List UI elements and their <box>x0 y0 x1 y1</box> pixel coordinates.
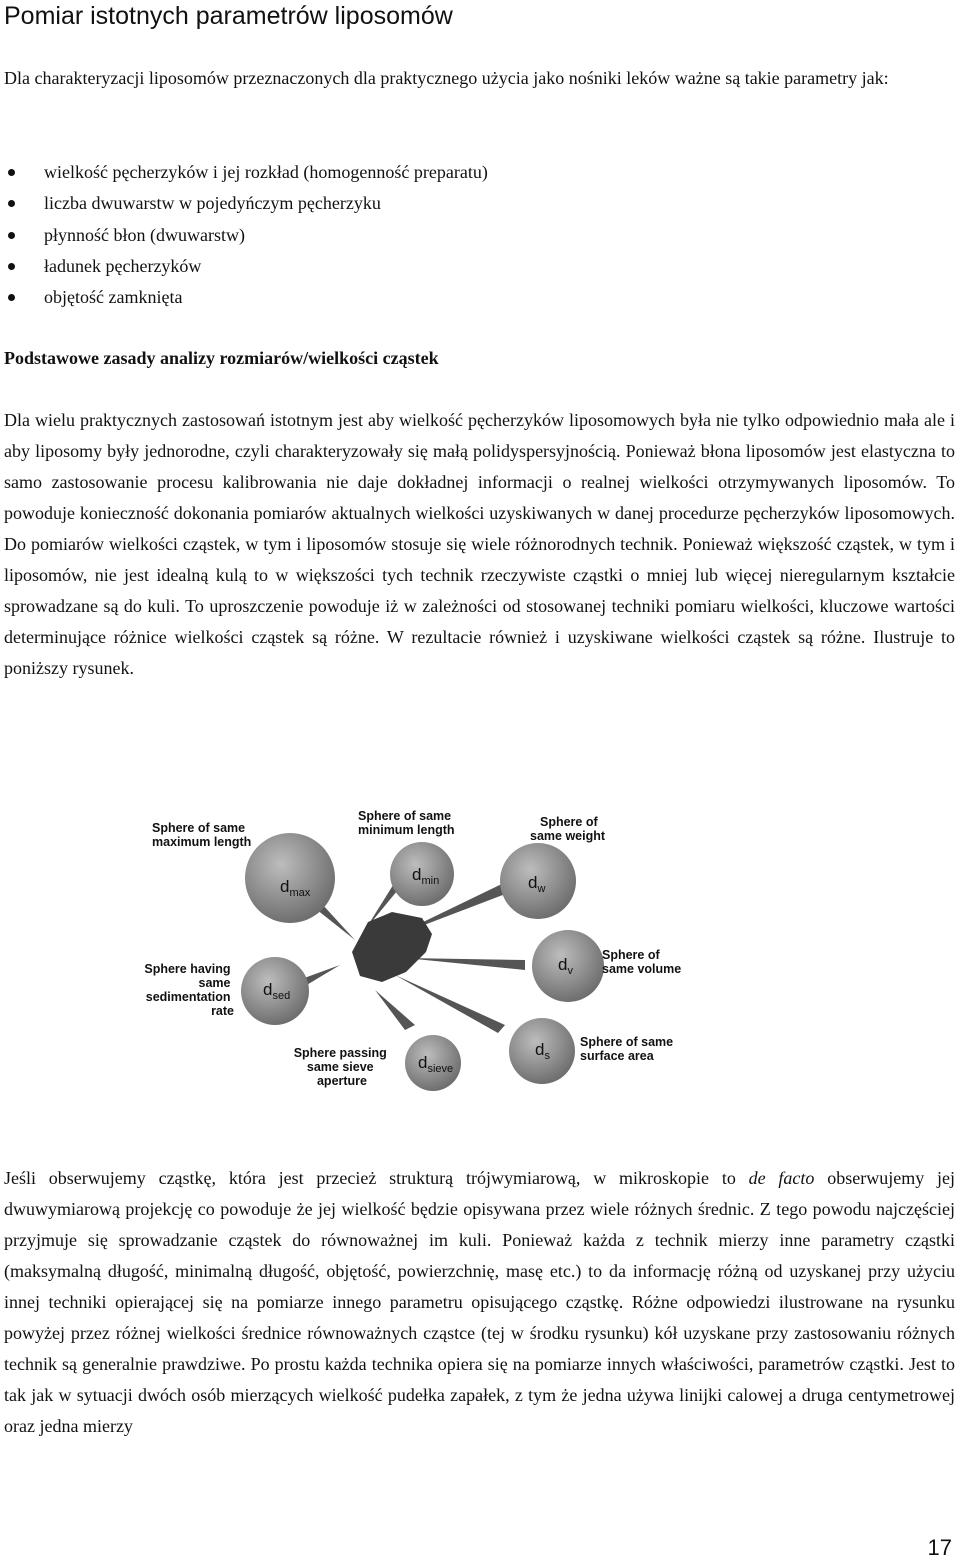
list-item <box>4 251 488 282</box>
sphere-min <box>390 842 454 906</box>
sphere-sieve-symbol: $d_{sieve}$ <box>418 1053 454 1075</box>
list-item <box>4 220 488 251</box>
irregular-particle <box>352 912 432 982</box>
body2-start: Jeśli obserwujemy cząstkę, która jest przecież strukturą trójwymiarową, w mikroskopie to <box>4 1168 749 1188</box>
bullet-icon <box>8 232 15 239</box>
sphere-s-symbol: $d_s$ <box>535 1040 550 1062</box>
bullet-icon <box>8 294 15 301</box>
ray-sieve <box>375 990 415 1030</box>
label-sieve: Sphere passing same sieve aperture <box>293 1046 387 1088</box>
sphere-w-symbol: $d_w$ <box>528 873 546 895</box>
bullet-icon <box>8 200 15 207</box>
bullet-icon <box>8 169 15 176</box>
sphere-min-symbol: $d_{min}$ <box>412 865 440 887</box>
sphere-w <box>500 843 576 919</box>
body2-italic: de facto <box>748 1168 815 1188</box>
label-min-length: Sphere of same minimum length <box>358 809 455 837</box>
intro-paragraph: Dla charakteryzacji liposomów przeznaczonych dla praktycznego użycia jako nośniki leków ważne są takie parametry jak: <box>4 68 889 88</box>
list-item-text: objętość zamknięta <box>44 287 183 308</box>
list-item <box>4 282 488 313</box>
body-paragraph-2 <box>4 1163 955 1442</box>
sphere-max <box>245 833 335 923</box>
body-paragraph-1: Dla wielu praktycznych zastosowań istotnym jest aby wielkość pęcherzyków liposomowych była nie tylko odpowiednio mała ale i aby liposomy były jednorodne, czyli charakteryzowały się małą polidyspersyjnością. Ponieważ błona liposomów jest elastyczna to samo zastosowanie procesu kalibrowania nie daje dokładnej informacji o realnej wielkości otrzymywanych liposomów. To powoduje konieczność dokonania pomiarów aktualnych wielkości uzyskiwanych w danej procedurze pęcherzyków liposomowych. Do pomiarów wielkości cząstek, w tym i liposomów stosuje się wiele różnorodnych technik. Ponieważ większość cząstek, w tym i liposomów, nie jest idealną kulą to w większości tych technik rzeczywiste cząstki o mniej lub więcej nieregularnym kształcie sprowadzane są do kuli. To uproszczenie powoduje iż w zależności od stosowanej techniki pomiaru wielkości, kluczowe wartości determinujące różnice wielkości cząstek są różne. W rezultacie również i uzyskiwane wielkości cząstek są różne. Ilustruje to poniższy rysunek. <box>4 410 955 678</box>
label-surface: Sphere of same surface area <box>580 1035 674 1063</box>
sphere-v-symbol: $d_v$ <box>558 955 573 977</box>
sphere-max-symbol: $d_{max}$ <box>280 877 311 899</box>
page-title: Pomiar istotnych parametrów liposomów <box>4 2 453 30</box>
figure-svg <box>130 800 690 1100</box>
bullet-icon <box>8 263 15 270</box>
page-number: 17 <box>927 1535 952 1560</box>
section-heading: Podstawowe zasady analizy rozmiarów/wielkości cząstek <box>4 348 439 368</box>
label-volume: Sphere of same volume <box>602 948 682 976</box>
label-weight: Sphere of same weight <box>530 815 606 843</box>
list-item <box>4 157 488 188</box>
equivalent-spheres-figure <box>130 800 690 1100</box>
parameter-list <box>4 157 488 313</box>
list-item <box>4 188 488 219</box>
list-item-text: ładunek pęcherzyków <box>44 255 202 276</box>
list-item-text: wielkość pęcherzyków i jej rozkład (homogenność preparatu) <box>44 162 488 182</box>
body2-rest: obserwujemy jej dwuwymiarową projekcję co powoduje że jej wielkość będzie opisywana przez wiele różnych średnic. Z tego powodu najczęściej przyjmuje się sprowadzanie cząstek do równoważnej im kuli. Ponieważ każda z technik mierzy inne parametry cząstki (maksymalną długość, minimalną długość, objętość, powierzchnię, masę etc.) to da informację różną od uzyskanej przy użyciu innej techniki opierającej się na pomiarze innego parametru opisującego cząstkę. Różne odpowiedzi ilustrowane na rysunku powyżej przez różnej wielkości średnice równoważnych cząstce (tej w środku rysunku) kół uzyskane przy zastosowaniu różnych technik są generalnie prawdziwe. Po prostu każda technika opiera się na pomiarze innych właściwości, parametrów cząstki. Jest to tak jak w sytuacji dwóch osób mierzących wielkość pudełka zapałek, z tym że jedna używa linijki calowej a druga centymetrowej oraz jedna mierzy <box>4 1168 955 1436</box>
list-item-text: liczba dwuwarstw w pojedyńczym pęcherzyku <box>44 193 381 214</box>
label-max-length: Sphere of same maximum length <box>152 821 252 849</box>
sphere-sed-symbol: $d_{sed}$ <box>263 980 291 1002</box>
ray-v <box>405 958 525 970</box>
list-item-text: płynność błon (dwuwarstw) <box>44 224 245 245</box>
label-sedimentation: Sphere having same sedimentation rate <box>144 962 234 1018</box>
